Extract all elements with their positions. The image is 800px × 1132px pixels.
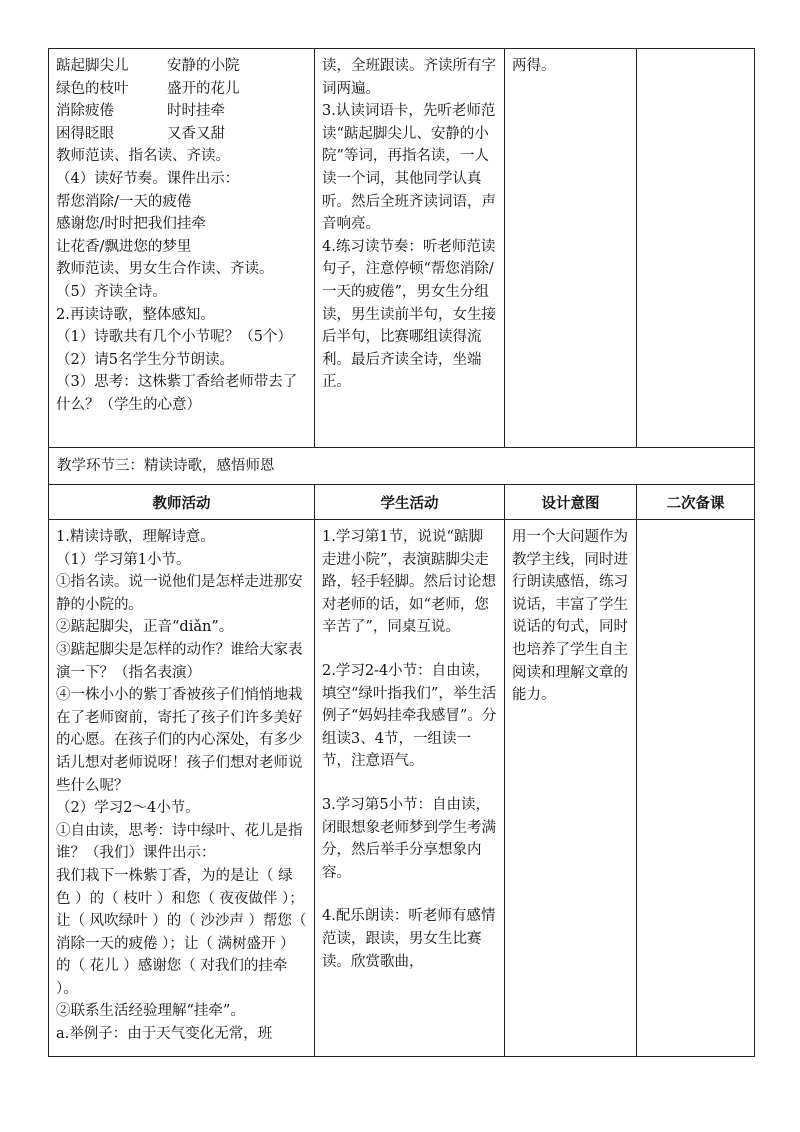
student-activity-cell (315, 520, 505, 1057)
continued-row (49, 49, 755, 448)
text-line: （3）思考：这株紫丁香给老师带去了什么？（学生的心意） (56, 374, 298, 413)
text-line: 帮您消除/一天的疲倦 (56, 193, 192, 210)
text-line: （1）学习第1小节。 (56, 551, 191, 568)
text-line: 两得。 (512, 58, 556, 74)
header-student-activity: 学生活动 (315, 485, 505, 520)
header-design-intent: 设计意图 (505, 485, 637, 520)
text-line: （2）学习2～4小节。 (56, 800, 200, 817)
text-line: a.举例子：由于天气变化无常，班 (56, 1026, 273, 1043)
header-row (49, 485, 755, 520)
text-line: 读，全班跟读。齐读所有字词两遍。 (322, 58, 496, 97)
text-line: 2.学习2-4小节：自由读，填空“绿叶指我们”，举生活例子“妈妈挂牵我感冒”。分组读3、4节，一组读一节，注意语气。 (322, 662, 497, 770)
student-activity-cell-continued (315, 49, 505, 448)
text-line: （1）诗歌共有几个小节呢？（5个） (56, 329, 292, 346)
text-line: 教师范读、男女生合作读、齐读。 (56, 261, 274, 278)
text-line: （4）读好节奏。课件出示： (56, 170, 240, 187)
section-row (49, 448, 755, 485)
text-line: 1.学习第1节，说说“踮脚走进小院”，表演踮脚尖走路，轻手轻脚。然后讨论想对老师的话，如“老师，您辛苦了”，同桌互说。 (322, 529, 496, 636)
text-line: ②踮起脚尖，正音“diǎn”。 (56, 619, 234, 636)
text-line: 感谢您/时时把我们挂牵 (56, 216, 206, 233)
text-line: 让花香/飘进您的梦里 (56, 238, 192, 255)
text-line: ①指名读。说一说他们是怎样走进那安静的小院的。 (56, 574, 303, 613)
text-line: ④一株小小的紫丁香被孩子们悄悄地栽在了老师窗前，寄托了孩子们许多美好的心愿。在孩子们的内心深处，有多少话儿想对老师说呀！孩子们想对老师说些什么呢？ (56, 687, 303, 794)
header-teacher-activity: 教师活动 (49, 485, 315, 520)
word-pair: 消除疲倦 时时挂牵 (56, 103, 225, 120)
text-line: 2.再读诗歌，整体感知。 (56, 306, 215, 323)
text-line: 3.认读词语卡，先听老师范读“踮起脚尖儿、安静的小院”等词，再指名读，一人读一个词，其他同学认真听。然后全班齐读词语，声音响亮。 (322, 103, 496, 233)
text-line: 我们栽下一株紫丁香，为的是让（ 绿色 ）的（ 枝叶 ）和您（ 夜夜做伴 ）；让（ 风吹绿叶 ）的（ 沙沙声 ）帮您（ 消除一天的疲倦 ）；让（ 满树盛开 ）的（ 花儿 ）感谢您（ 对我们的挂牵 ）。 (56, 867, 307, 997)
text-line: 4.练习读节奏：听老师范读句子，注意停顿“帮您消除/一天的疲倦”，男女生分组读，男生读前半句，女生接后半句，比赛哪组读得流利。最后齐读全诗，坐端正。 (322, 238, 496, 391)
text-line: 教师范读、指名读、齐读。 (56, 148, 230, 165)
lesson-plan-table (48, 48, 755, 1057)
text-line: ①自由读，思考：诗中绿叶、花儿是指谁？（我们）课件出示： (56, 822, 303, 862)
text-line: 4.配乐朗读：听老师有感情范读，跟读，男女生比赛读。欣赏歌曲， (322, 908, 496, 970)
text-line: 1.精读诗歌，理解诗意。 (56, 529, 215, 545)
main-row (49, 520, 755, 1057)
text-line: ③踮起脚尖是怎样的动作？谁给大家表演一下？（指名表演） (56, 641, 303, 681)
header-second-prep: 二次备课 (637, 485, 755, 520)
design-intent-cell-continued (505, 49, 637, 448)
word-pair: 踮起脚尖儿 安静的小院 (56, 58, 240, 74)
word-pair: 绿色的枝叶 盛开的花儿 (56, 80, 240, 97)
word-pair: 困得眨眼 又香又甜 (56, 125, 225, 142)
text-line: 3.学习第5小节：自由读，闭眼想象老师梦到学生考满分，然后举手分享想象内容。 (322, 796, 496, 881)
teacher-activity-cell (49, 520, 315, 1057)
second-prep-cell (637, 520, 755, 1057)
teacher-activity-cell-continued (49, 49, 315, 448)
second-prep-cell-continued (637, 49, 755, 448)
text-line: （5）齐读全诗。 (56, 283, 167, 300)
text-line: ②联系生活经验理解“挂牵”。 (56, 1003, 245, 1020)
section-title: 教学环节三：精读诗歌，感悟师恩 (49, 448, 755, 485)
lesson-plan-page (48, 48, 754, 1057)
design-intent-cell (505, 520, 637, 1057)
text-line: （2）请5名学生分节朗读。 (56, 351, 234, 368)
text-line: 用一个大问题作为教学主线，同时进行朗读感悟，练习说话，丰富了学生说话的句式，同时也培养了学生自主阅读和理解文章的能力。 (512, 529, 628, 704)
